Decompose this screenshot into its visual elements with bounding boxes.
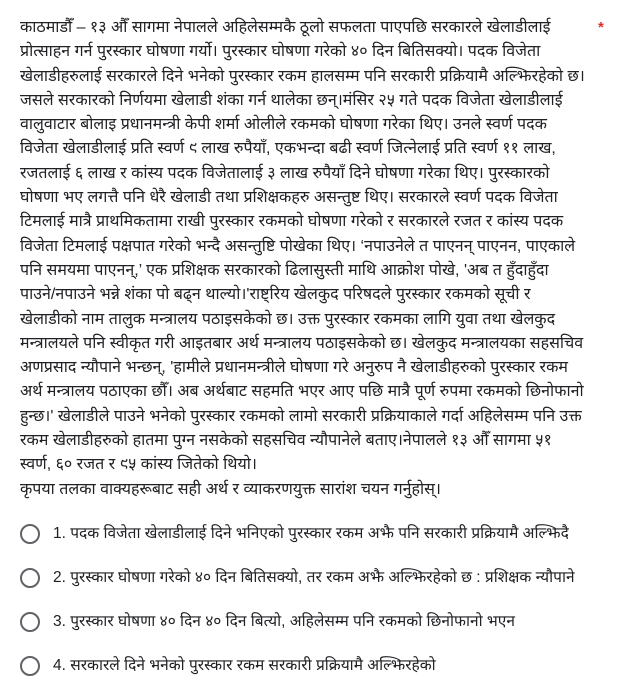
radio-button-icon[interactable]	[20, 656, 40, 676]
radio-option-3[interactable]	[20, 610, 610, 634]
radio-button-icon[interactable]	[20, 612, 40, 632]
radio-button-icon[interactable]	[20, 524, 40, 544]
radio-button-icon[interactable]	[20, 568, 40, 588]
radio-option-label[interactable]: 2. पुरस्कार घोषणा गरेको ४० दिन बितिसक्यो, तर रकम अझै अल्झिरहेको छ : प्रशिक्षक न्यौपाने	[53, 569, 575, 586]
radio-option-4[interactable]	[20, 654, 610, 678]
radio-option-label[interactable]: 4. सरकारले दिने भनेको पुरस्कार रकम सरकारी प्रक्रियामै अल्झिरहेको	[53, 657, 436, 674]
radio-option-label[interactable]: 3. पुरस्कार घोषणा ४० दिन ४० दिन बित्यो, अहिलेसम्म पनि रकमको छिनोफानो भएन	[53, 613, 515, 630]
radio-option-label[interactable]: 1. पदक विजेता खेलाडीलाई दिने भनिएको पुरस्कार रकम अझै पनि सरकारी प्रक्रियामै अल्झिदै	[53, 525, 569, 542]
question-text: कृपया तलका वाक्यहरूबाट सही अर्थ र व्याकरणयुक्त सारांश चयन गर्नुहोस्।	[20, 481, 442, 498]
passage-text: काठमाडौँ – १३ औँ सागमा नेपालले अहिलेसम्मकै ठूलो सफलता पाएपछि सरकारले खेलाडीलाई प्रोत्साहन गर्न पुरस्कार घोषणा गर्यो। पुरस्कार घोषणा गरेको ४० दिन बितिसक्यो। पदक विजेता खेलाडीहरुलाई सरकारले दिने भनेको पुरस्कार रकम हालसम्म पनि सरकारी प्रक्रियामै अल्झिरहेको छ। जसले सरकारको निर्णयमा खेलाडी शंका गर्न थालेका छन्।मंसिर २५ गते पदक विजेता खेलाडीलाई वालुवाटार बोलाइ प्रधानमन्त्री केपी शर्मा ओलीले रकमको घोषणा गरेका थिए। उनले स्वर्ण पदक विजेता खेलाडीलाई प्रति स्वर्ण ९ लाख रुपैयाँ, एकभन्दा बढी स्वर्ण जित्नेलाई प्रति स्वर्ण ११ लाख, रजतलाई ६ लाख र कांस्य पदक विजेतालाई ३ लाख रुपैयाँ दिने घोषणा गरेका थिए। पुरस्कारको घोषणा भए लगत्तै पनि धेरै खेलाडी तथा प्रशिक्षकहरु असन्तुष्ट थिए। सरकारले स्वर्ण पदक विजेता टिमलाई मात्रै प्राथमिकतामा राखी पुरस्कार रकमको घोषणा गरेको र सरकारले रजत र कांस्य पदक विजेता टिमलाई पक्षपात गरेको भन्दै असन्तुष्टि पोखेका थिए। ‘नपाउनेले त पाएनन् पाएनन, पाएकाले पनि समयमा पाएनन्,’ एक प्रशिक्षक सरकारको ढिलासुस्ती माथि आक्रोश पोखे, 'अब त हुँदाहुँदा पाउने/नपाउने भन्ने शंका पो बढ्न थाल्यो।'राष्ट्रिय खेलकुद परिषदले पुरस्कार रकमको सूची र खेलाडीको नाम तालुक मन्त्रालय पठाइसकेको छ। उक्त पुरस्कार रकमका लागि युवा तथा खेलकुद मन्त्रालयले पनि स्वीकृत गरी आइतबार अर्थ मन्त्रालय पठाइसकेको छ। खेलकुद मन्त्रालयका सहसचिव अणप्रसाद न्यौपाने भन्छन्, 'हामीले प्रधानमन्त्रीले घोषणा गरे अनुरुप नै खेलाडीहरुको पुरस्कार रकम अर्थ मन्त्रालय पठाएका छौँ। अब अर्थबाट सहमति भएर आए पछि मात्रै पूर्ण रुपमा रकमको छिनोफानो हुन्छ।' खेलाडीले पाउने भनेको पुरस्कार रकमको लामो सरकारी प्रक्रियाकाले गर्दा अहिलेसम्म पनि उक्त रकम खेलाडीहरुको हातमा पुग्न नसकेको सहसचिव न्यौपानेले बताए।नेपालले १३ औँ सागमा ५१ स्वर्ण, ६० रजत र ९५ कांस्य जितेको थियो।	[20, 19, 585, 474]
radio-option-group	[20, 522, 610, 678]
required-asterisk: *	[598, 19, 604, 36]
radio-option-2[interactable]	[20, 566, 610, 590]
radio-option-1[interactable]	[20, 522, 610, 546]
